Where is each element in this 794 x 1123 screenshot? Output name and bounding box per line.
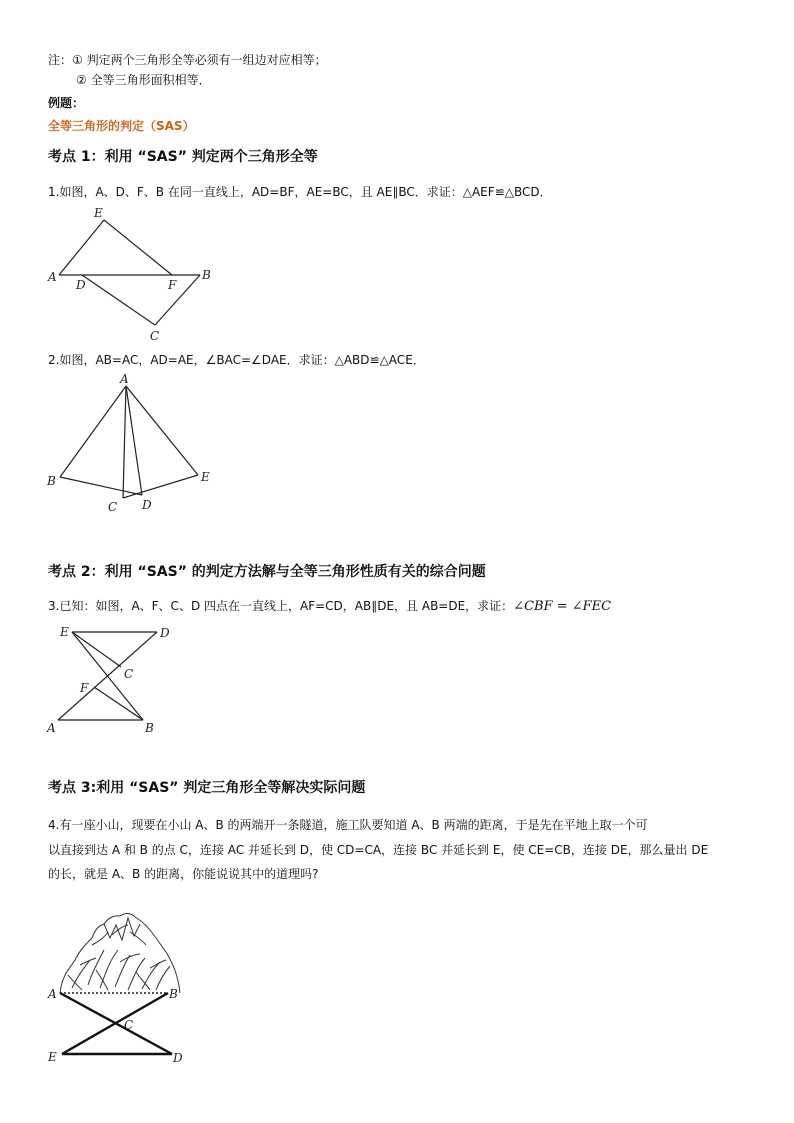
question-1-text: 1.如图，A、D、F、B 在同一直线上，AD=BF，AE=BC，且 AE∥BC．求证：△AEF≌△BCD． <box>48 185 552 199</box>
label-D: D <box>76 278 86 292</box>
point-2-title: 考点 2：利用 “SAS” 的判定方法解与全等三角形性质有关的综合问题 <box>48 564 486 580</box>
label-C: C <box>124 1018 134 1032</box>
label-B: B <box>47 474 56 488</box>
label-E: E <box>201 470 210 484</box>
label-F: F <box>168 278 177 292</box>
point-1-title: 考点 1：利用 “SAS” 判定两个三角形全等 <box>48 149 318 165</box>
question-4-line-3: 的长，就是 A、B 的距离，你能说说其中的道理吗? <box>48 867 319 881</box>
label-E: E <box>60 625 69 639</box>
question-4-line-2: 以直接到达 A 和 B 的点 C，连接 AC 并延长到 D，使 CD=CA，连接 BC 并延长到 E，使 CE=CB，连接 DE，那么量出 DE <box>48 843 709 857</box>
label-D: D <box>142 498 152 512</box>
note-2: ② 全等三角形面积相等． <box>76 73 211 87</box>
label-C: C <box>108 500 118 514</box>
label-E: E <box>94 206 103 220</box>
note-1: 注：① 判定两个三角形全等必须有一组边对应相等； <box>48 53 327 67</box>
label-C: C <box>124 667 134 681</box>
question-4-line-1: 4.有一座小山，现要在小山 A、B 的两端开一条隧道，施工队要知道 A、B 两端的距离，于是先在平地上取一个可 <box>48 818 648 832</box>
point-3-title: 考点 3:利用 “SAS” 判定三角形全等解决实际问题 <box>48 780 366 796</box>
label-B: B <box>202 268 211 282</box>
label-A: A <box>48 987 57 1001</box>
label-F: F <box>80 681 89 695</box>
mountain-illustration <box>60 914 180 994</box>
example-label: 例题： <box>48 96 85 110</box>
label-B: B <box>169 987 178 1001</box>
question-3-text: 3.已知：如图，A、F、C、D 四点在一直线上，AF=CD，AB∥DE，且 AB=DE，求证： <box>48 599 514 613</box>
section-title: 全等三角形的判定（SAS） <box>48 119 195 133</box>
label-A: A <box>120 372 129 386</box>
label-A: A <box>47 721 56 735</box>
question-2-text: 2.如图，AB=AC，AD=AE，∠BAC=∠DAE．求证：△ABD≌△ACE． <box>48 353 425 367</box>
label-A: A <box>48 270 57 284</box>
label-B: B <box>145 721 154 735</box>
label-C: C <box>150 329 160 343</box>
label-D: D <box>173 1051 183 1065</box>
label-E: E <box>48 1050 57 1064</box>
label-D: D <box>160 626 170 640</box>
question-3-formula: ∠CBF = ∠FEC <box>513 599 612 614</box>
